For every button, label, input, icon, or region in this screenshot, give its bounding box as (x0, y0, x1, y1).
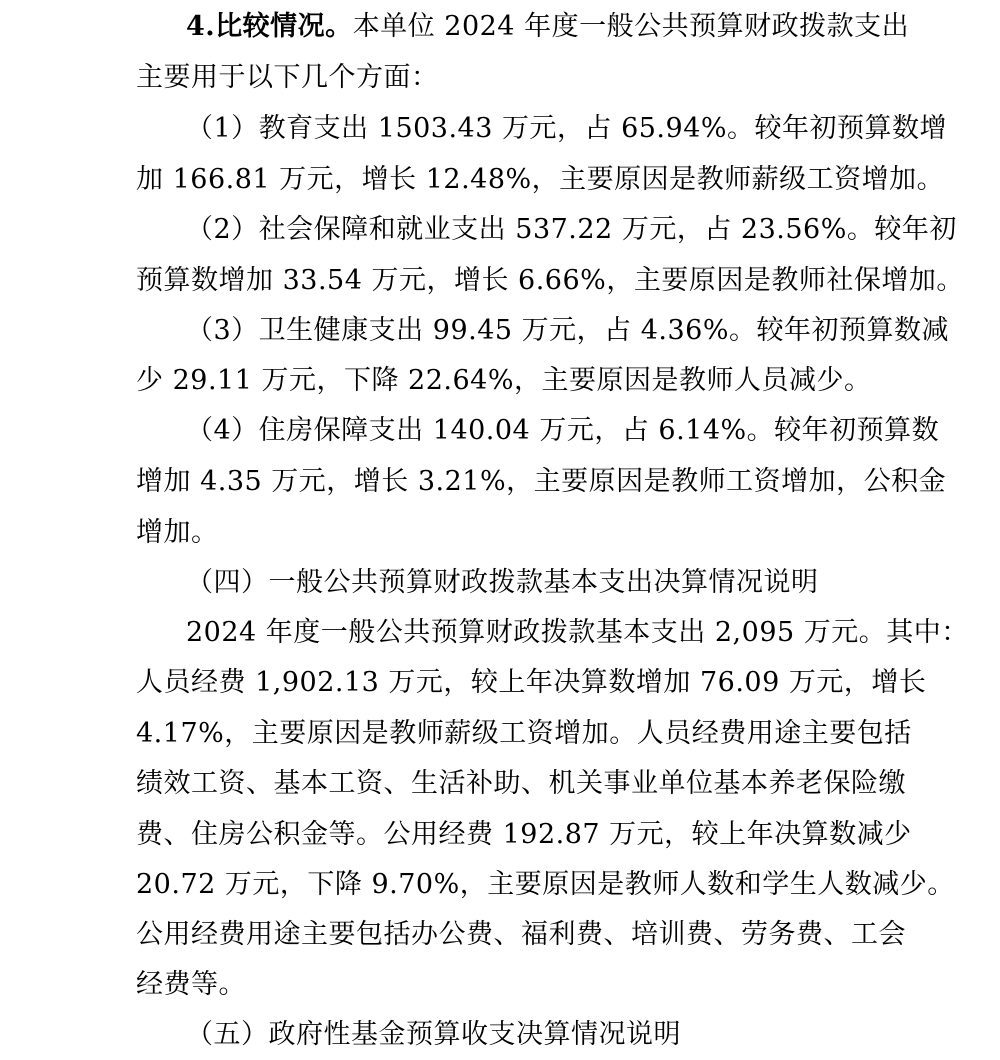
section4-intro-line2: 主要用于以下几个方面： (136, 62, 439, 93)
section4-line1 (186, 10, 909, 44)
item4-line2: 增加 4.35 万元，增长 3.21%，主要原因是教师工资增加，公积金 (136, 466, 947, 497)
section-four-para-line: 经费等。 (136, 969, 246, 1000)
item2-line1: （2）社会保障和就业支出 537.22 万元，占 23.56%。较年初 (186, 214, 957, 245)
section-four-para-line: 绩效工资、基本工资、生活补助、机关事业单位基本养老保险缴 (136, 768, 906, 799)
section-four-para-line: 2024 年度一般公共预算财政拨款基本支出 2,095 万元。其中： (186, 617, 969, 648)
item3-line1: （3）卫生健康支出 99.45 万元，占 4.36%。较年初预算数减 (186, 315, 949, 346)
item2-line2: 预算数增加 33.54 万元，增长 6.66%，主要原因是教师社保增加。 (136, 265, 964, 296)
section-four-para-line: 4.17%，主要原因是教师薪级工资增加。人员经费用途主要包括 (136, 718, 912, 749)
section4-heading: 4.比较情况。 (186, 11, 353, 42)
section-four-para-line: 公用经费用途主要包括办公费、福利费、培训费、劳务费、工会 (136, 919, 906, 950)
section-four-para-line: 20.72 万元，下降 9.70%，主要原因是教师人数和学生人数减少。 (136, 869, 955, 900)
section-five-heading: （五）政府性基金预算收支决算情况说明 (186, 1019, 681, 1050)
item3-line2: 少 29.11 万元，下降 22.64%，主要原因是教师人员减少。 (136, 365, 872, 396)
section-four-para-line: 人员经费 1,902.13 万元，较上年决算数增加 76.09 万元，增长 (136, 667, 927, 698)
item1-line2: 加 166.81 万元，增长 12.48%，主要原因是教师薪级工资增加。 (136, 164, 945, 195)
section-four-para-line: 费、住房公积金等。公用经费 192.87 万元，较上年决算数减少 (136, 819, 912, 850)
item1-line1: （1）教育支出 1503.43 万元，占 65.94%。较年初预算数增 (186, 113, 948, 144)
section4-intro-text: 本单位 2024 年度一般公共预算财政拨款支出 (352, 11, 910, 42)
item4-line1: （4）住房保障支出 140.04 万元，占 6.14%。较年初预算数 (186, 415, 940, 446)
section-four-heading: （四）一般公共预算财政拨款基本支出决算情况说明 (186, 567, 819, 598)
item4-line3: 增加。 (136, 517, 219, 548)
